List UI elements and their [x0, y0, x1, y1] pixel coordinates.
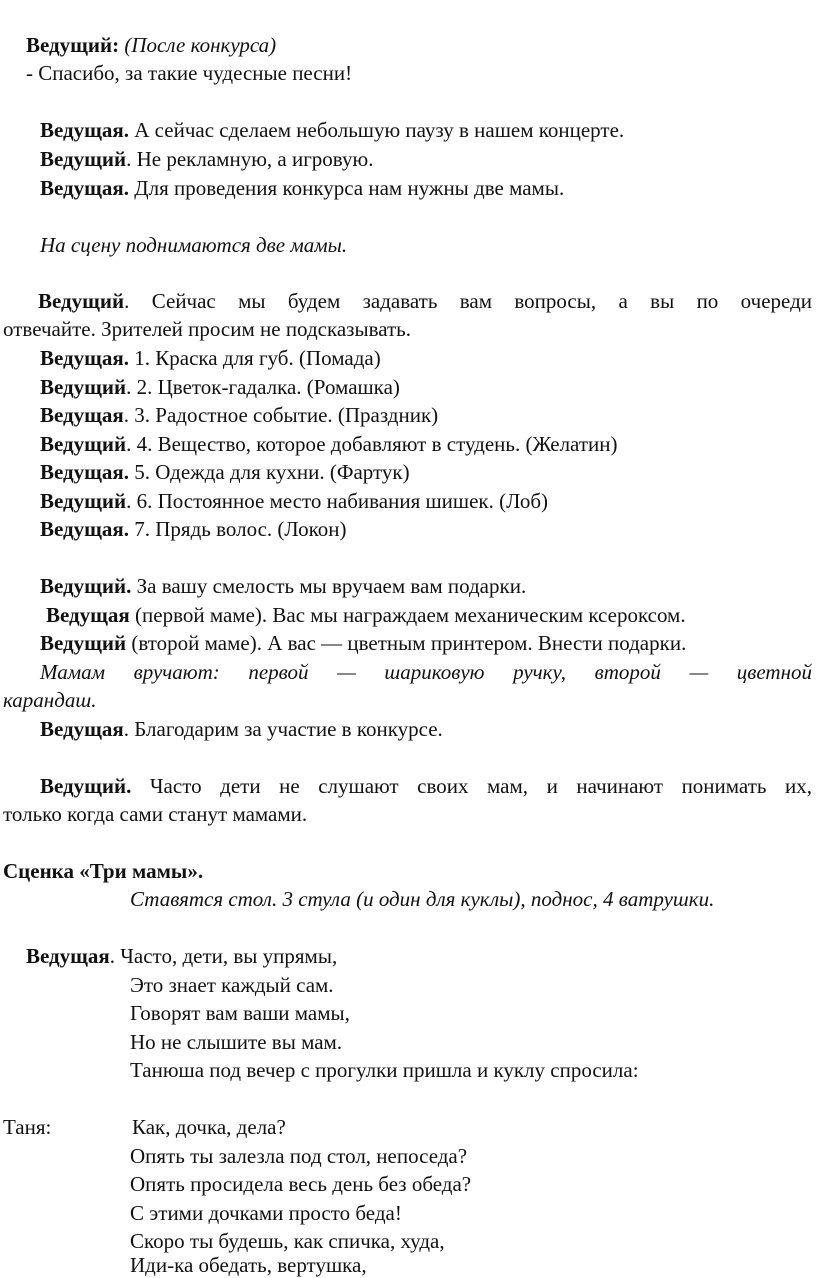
- stage-direction: Ставятся стол. 3 стула (и один для куклы), поднос, 4 ватрушки.: [130, 887, 715, 911]
- line-text: . Не рекламную, а игровую.: [126, 147, 374, 171]
- quiz-question-2: [40, 374, 400, 400]
- line-text: . 4. Вещество, которое добавляют в студень. (Желатин): [126, 432, 618, 456]
- line-stage-direction-gifts: [40, 659, 812, 685]
- stage-direction: карандаш.: [3, 688, 97, 712]
- speaker-label: Ведущий: [40, 489, 127, 513]
- line-text: А сейчас сделаем небольшую паузу в нашем концерте.: [129, 118, 625, 142]
- quiz-question-1: [40, 345, 381, 371]
- scene-stage-direction: [130, 886, 714, 912]
- line-text: . 2. Цветок-гадалка. (Ромашка): [126, 375, 400, 399]
- line-second-mom: [40, 630, 686, 656]
- line-text: 7. Прядь волос. (Локон): [129, 517, 347, 541]
- line-text: . Часто, дети, вы упрямы,: [109, 944, 338, 968]
- line-two-moms: [40, 175, 564, 201]
- line-text: Это знает каждый сам.: [130, 973, 334, 997]
- stage-direction: (После конкурса): [119, 33, 277, 57]
- line-text: (первой маме). Вас мы награждаем механическим ксероксом.: [129, 603, 686, 627]
- speaker-label: Ведущая: [40, 717, 124, 741]
- line-thanks-participation: [40, 716, 443, 742]
- poem-line-1: [26, 943, 337, 969]
- quiz-question-6: [40, 488, 548, 514]
- line-text: . 6. Постоянное место набивания шишек. (Лоб): [126, 489, 549, 513]
- quiz-question-3: [40, 402, 438, 428]
- scene-heading: Сценка «Три мамы».: [3, 859, 204, 883]
- tanya-line-5: [130, 1228, 445, 1254]
- line-questions-intro: [38, 288, 812, 314]
- line-pause: [40, 117, 624, 143]
- speaker-label: Ведущая: [40, 403, 124, 427]
- line-text: Но не слышите вы мам.: [130, 1030, 343, 1054]
- line-text: 1. Краска для губ. (Помада): [129, 346, 381, 370]
- line-gifts: [40, 573, 526, 599]
- tanya-speaker: [3, 1114, 51, 1140]
- line-text: . Благодарим за участие в конкурсе.: [123, 717, 443, 741]
- quiz-question-7: [40, 516, 347, 542]
- speaker-label: Ведущий: [40, 631, 127, 655]
- poem-line-2: [130, 972, 334, 998]
- line-text: Для проведения конкурса нам нужны две мамы.: [129, 176, 565, 200]
- poem-line-3: [130, 1000, 350, 1026]
- line-text: Говорят вам ваши мамы,: [130, 1001, 350, 1025]
- stage-direction: Мамам вручают: первой — шариковую ручку, второй — цветной: [40, 660, 812, 684]
- line-text: За вашу смелость мы вручаем вам подарки.: [131, 574, 527, 598]
- speaker-label: Ведущая.: [40, 176, 130, 200]
- tanya-line-3: [130, 1171, 471, 1197]
- speaker-label: Таня:: [3, 1115, 52, 1139]
- tanya-line-2: [130, 1143, 467, 1169]
- speaker-label: Ведущая: [26, 944, 110, 968]
- line-stage-direction-gifts-cont: [3, 687, 96, 713]
- speaker-label: Ведущая.: [40, 118, 130, 142]
- line-text: . 3. Радостное событие. (Праздник): [123, 403, 439, 427]
- tanya-line-6: [130, 1252, 367, 1278]
- speaker-label: Ведущая.: [40, 517, 130, 541]
- line-children-mothers-cont: [3, 801, 307, 827]
- scene-title: [3, 858, 203, 884]
- quiz-question-4: [40, 431, 617, 457]
- line-first-mom: [46, 602, 686, 628]
- speaker-label: Ведущий.: [40, 774, 132, 798]
- line-text: Опять просидела весь день без обеда?: [130, 1172, 472, 1196]
- quiz-question-5: [40, 459, 410, 485]
- line-text: Скоро ты будешь, как спичка, худа,: [130, 1229, 445, 1253]
- line-text: 5. Одежда для кухни. (Фартук): [129, 460, 410, 484]
- poem-line-4: [130, 1029, 342, 1055]
- speaker-label: Ведущий: [40, 432, 127, 456]
- line-game: [40, 146, 373, 172]
- line-text: С этими дочками просто беда!: [130, 1201, 402, 1225]
- line-text: Как, дочка, дела?: [132, 1115, 286, 1139]
- line-text: отвечайте. Зрителей просим не подсказывать.: [3, 317, 411, 341]
- line-children-mothers: [40, 773, 812, 799]
- poem-line-5: [130, 1057, 639, 1083]
- line-text: Часто дети не слушают своих мам, и начинают понимать их,: [131, 774, 812, 798]
- tanya-line-4: [130, 1200, 402, 1226]
- speaker-label: Ведущий.: [40, 574, 132, 598]
- line-text: Иди-ка обедать, вертушка,: [130, 1253, 367, 1277]
- line-host-after-contest: [26, 32, 276, 58]
- line-text: - Спасибо, за такие чудесные песни!: [26, 61, 353, 85]
- speaker-label: Ведущий: [40, 375, 127, 399]
- speaker-label: Ведущий: [38, 289, 125, 313]
- line-text: Опять ты залезла под стол, непоседа?: [130, 1144, 468, 1168]
- speaker-label: Ведущий:: [26, 33, 120, 57]
- line-stage-direction-moms: [40, 232, 347, 258]
- speaker-label: Ведущая: [46, 603, 130, 627]
- line-questions-intro-cont: [3, 316, 411, 342]
- speaker-label: Ведущая.: [40, 460, 130, 484]
- line-text: Танюша под вечер с прогулки пришла и куклу спросила:: [130, 1058, 639, 1082]
- line-text: (второй маме). А вас — цветным принтером. Внести подарки.: [126, 631, 687, 655]
- tanya-line-1: [132, 1114, 286, 1140]
- line-thanks: [26, 60, 352, 86]
- speaker-label: Ведущая.: [40, 346, 130, 370]
- speaker-label: Ведущий: [40, 147, 127, 171]
- line-text: только когда сами станут мамами.: [3, 802, 308, 826]
- stage-direction: На сцену поднимаются две мамы.: [40, 233, 348, 257]
- line-text: . Сейчас мы будем задавать вам вопросы, а вы по очереди: [124, 289, 812, 313]
